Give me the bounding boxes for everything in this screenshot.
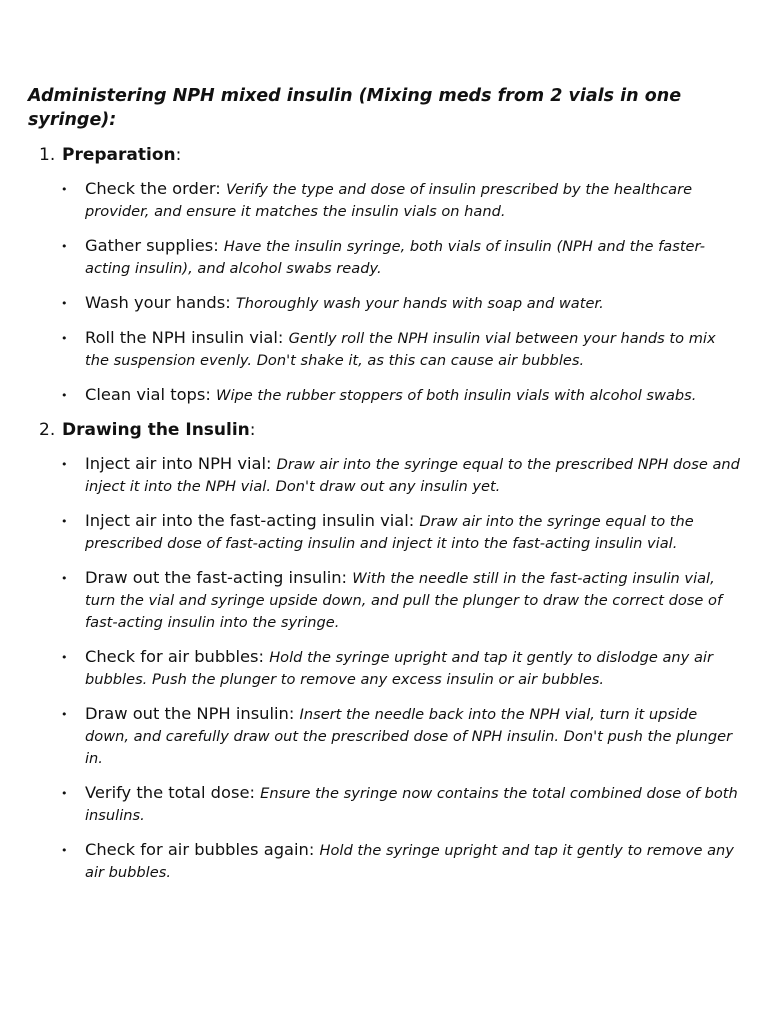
list-item <box>28 510 740 555</box>
item-lead: Clean vial tops: <box>85 385 217 404</box>
bullet-icon: • <box>61 240 68 253</box>
section <box>28 419 740 884</box>
bullet-icon: • <box>61 389 68 402</box>
item-lead: Inject air into NPH vial: <box>85 454 277 473</box>
list-item <box>28 782 740 827</box>
sections-container <box>28 144 740 884</box>
bullet-icon: • <box>61 515 68 528</box>
item-description: Thoroughly wash your hands with soap and water. <box>235 295 604 312</box>
item-text <box>85 181 692 220</box>
step-list <box>28 178 740 407</box>
item-text <box>85 456 740 495</box>
item-lead: Check for air bubbles: <box>85 647 270 666</box>
section-number: 1. <box>39 145 56 165</box>
bullet-icon: • <box>61 651 68 664</box>
bullet-icon: • <box>61 183 68 196</box>
list-item <box>28 453 740 498</box>
item-text <box>85 387 696 404</box>
list-item <box>28 384 740 407</box>
item-lead: Draw out the NPH insulin: <box>85 704 300 723</box>
section-colon: : <box>175 145 182 165</box>
item-text <box>85 570 722 631</box>
item-text <box>85 706 732 767</box>
item-text <box>85 842 734 881</box>
bullet-icon: • <box>61 708 68 721</box>
item-text <box>85 649 713 688</box>
item-description: Hold the syringe upright and tap it gently to remove any air bubbles. <box>85 842 734 881</box>
item-text <box>85 785 738 824</box>
item-description: Draw air into the syringe equal to the prescribed dose of fast-acting insulin and inject it into the fast-acting insulin vial. <box>85 513 694 552</box>
section-title: Preparation <box>62 145 176 165</box>
bullet-icon: • <box>61 297 68 310</box>
section-number: 2. <box>39 420 56 440</box>
item-text <box>85 295 604 312</box>
document-title: Administering NPH mixed insulin (Mixing meds from 2 vials in one syringe): <box>28 86 682 130</box>
section-title: Drawing the Insulin <box>62 420 250 440</box>
item-text <box>85 330 716 369</box>
item-text <box>85 238 705 277</box>
item-description: Gently roll the NPH insulin vial between your hands to mix the suspension evenly. Don't shake it, as this can cause air bubbles. <box>85 330 716 369</box>
item-description: With the needle still in the fast-acting insulin vial, turn the vial and syringe upside down, and pull the plunger to draw the correct dose of fast-acting insulin into the syringe. <box>85 570 723 631</box>
item-description: Draw air into the syringe equal to the prescribed NPH dose and inject it into the NPH vial. Don't draw out any insulin yet. <box>85 456 740 495</box>
item-lead: Inject air into the fast-acting insulin vial: <box>85 511 420 530</box>
item-lead: Roll the NPH insulin vial: <box>85 328 289 347</box>
item-text <box>85 513 694 552</box>
item-lead: Verify the total dose: <box>85 783 261 802</box>
item-lead: Wash your hands: <box>85 293 236 312</box>
item-description: Have the insulin syringe, both vials of insulin (NPH and the faster-acting insulin), and alcohol swabs ready. <box>85 238 706 277</box>
item-description: Wipe the rubber stoppers of both insulin vials with alcohol swabs. <box>216 387 697 404</box>
bullet-icon: • <box>61 572 68 585</box>
list-item <box>28 327 740 372</box>
section <box>28 144 740 407</box>
section-heading <box>28 144 740 166</box>
list-item <box>28 235 740 280</box>
item-lead: Gather supplies: <box>85 236 224 255</box>
list-item <box>28 292 740 315</box>
item-lead: Draw out the fast-acting insulin: <box>85 568 353 587</box>
item-description: Verify the type and dose of insulin prescribed by the healthcare provider, and ensure it matches the insulin vials on hand. <box>85 181 693 220</box>
list-item <box>28 178 740 223</box>
step-list <box>28 453 740 884</box>
item-description: Hold the syringe upright and tap it gently to dislodge any air bubbles. Push the plunger to remove any excess insulin or air bubbles. <box>85 649 713 688</box>
section-heading <box>28 419 740 441</box>
bullet-icon: • <box>61 332 68 345</box>
item-lead: Check the order: <box>85 179 226 198</box>
bullet-icon: • <box>61 458 68 471</box>
list-item <box>28 646 740 691</box>
list-item <box>28 839 740 884</box>
item-lead: Check for air bubbles again: <box>85 840 320 859</box>
list-item <box>28 703 740 770</box>
list-item <box>28 567 740 634</box>
item-description: Insert the needle back into the NPH vial, turn it upside down, and carefully draw out the prescribed dose of NPH insulin. Don't push the plunger in. <box>85 706 733 767</box>
bullet-icon: • <box>61 787 68 800</box>
section-colon: : <box>249 420 256 440</box>
document-page <box>28 84 740 896</box>
bullet-icon: • <box>61 844 68 857</box>
item-description: Ensure the syringe now contains the total combined dose of both insulins. <box>85 785 738 824</box>
